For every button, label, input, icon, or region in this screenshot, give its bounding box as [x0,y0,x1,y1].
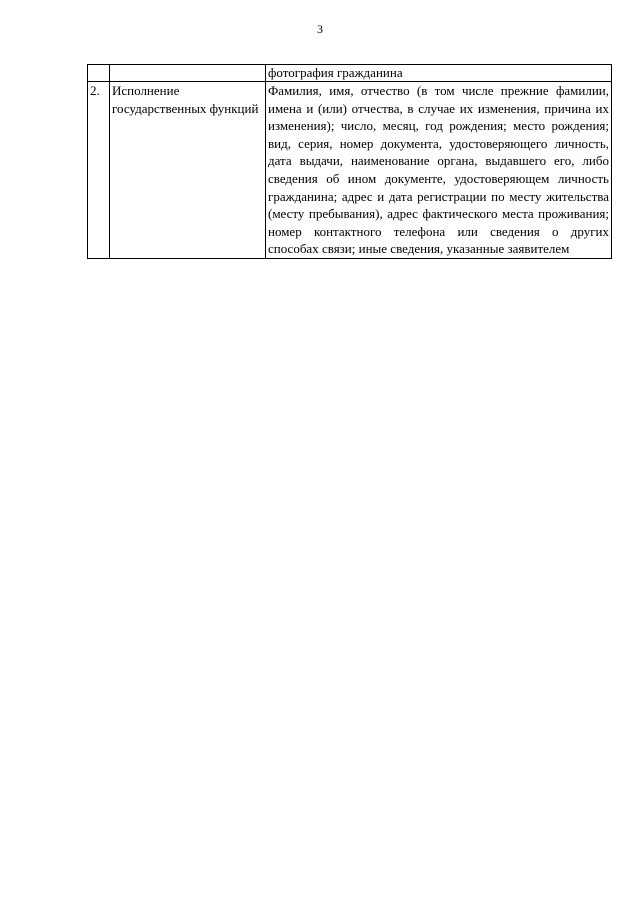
table-row-continued [88,65,612,82]
table-row-2 [88,82,612,259]
personal-data-table [87,64,612,259]
function-name-cell [110,65,266,82]
row-number-cell: 2. [88,82,110,259]
personal-data-cell: Фамилия, имя, отчество (в том числе прежние фамилии, имена и (или) отчества, в случае их изменения, причина их изменения); число, месяц, год рождения; место рождения; вид, серия, номер документа, удостоверяющего личность, дата выдачи, наименование органа, выдавшего его, либо сведения об ином документе, удостоверяющем личность гражданина; адрес и дата регистрации по месту жительства (месту пребывания), адрес фактического места проживания; номер контактного телефона или сведения о других способах связи; иные сведения, указанные заявителем [266,82,612,259]
personal-data-cell: фотография гражданина [266,65,612,82]
row-number-cell [88,65,110,82]
page-number: 3 [317,22,323,36]
function-name-cell: Исполнение государственных функций [110,82,266,259]
